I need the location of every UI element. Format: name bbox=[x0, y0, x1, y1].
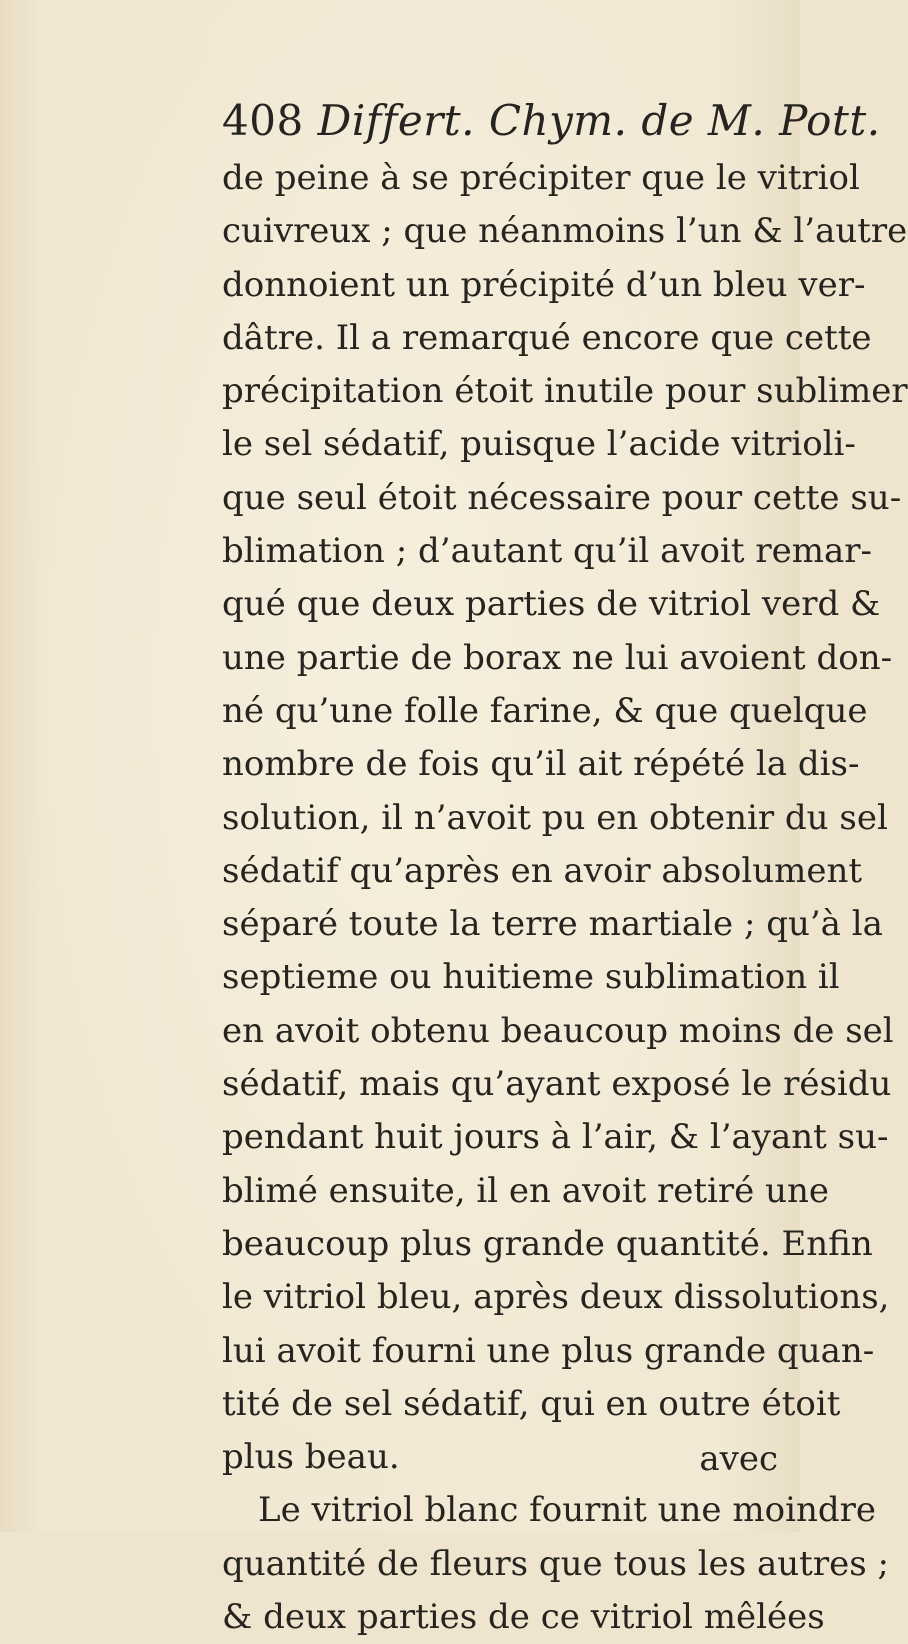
text-line: blimé ensuite, il en avoit retiré une bbox=[222, 1170, 830, 1211]
text-line: lui avoit fourni une plus grande quan- bbox=[222, 1330, 875, 1371]
text-line: précipitation étoit inutile pour sublimer bbox=[222, 371, 908, 412]
text-line: le sel sédatif, puisque l’acide vitrioli- bbox=[222, 424, 856, 465]
catchword: avec bbox=[699, 1439, 778, 1479]
text-line: nombre de fois qu’il ait répété la dis- bbox=[222, 744, 860, 785]
text-line: que seul étoit nécessaire pour cette su- bbox=[222, 477, 902, 518]
running-head bbox=[222, 96, 881, 145]
text-line: cuivreux ; que néanmoins l’un & l’autre bbox=[222, 211, 908, 252]
text-line: né qu’une folle farine, & que quelque bbox=[222, 690, 868, 731]
text-line: tité de sel sédatif, qui en outre étoit bbox=[222, 1383, 841, 1424]
text-line: beaucoup plus grande quantité. Enfin bbox=[222, 1223, 873, 1264]
text-line: septieme ou huitieme sublimation il bbox=[222, 957, 840, 998]
text-line: sédatif, mais qu’ayant exposé le résidu bbox=[222, 1064, 892, 1105]
text-line: plus beau. bbox=[222, 1437, 400, 1478]
text-line: Le vitriol blanc fournit une moindre bbox=[258, 1490, 876, 1531]
text-line: qué que deux parties de vitriol verd & bbox=[222, 584, 881, 625]
text-line: solution, il n’avoit pu en obtenir du sel bbox=[222, 797, 888, 838]
text-line: une partie de borax ne lui avoient don- bbox=[222, 637, 893, 678]
text-line: quantité de fleurs que tous les autres ; bbox=[222, 1543, 889, 1584]
text-line: dâtre. Il a remarqué encore que cette bbox=[222, 317, 872, 358]
text-line: en avoit obtenu beaucoup moins de sel bbox=[222, 1010, 894, 1051]
text-line: le vitriol bleu, après deux dissolutions, bbox=[222, 1277, 890, 1318]
text-line: sédatif qu’après en avoir absolument bbox=[222, 850, 863, 891]
text-line: & deux parties de ce vitriol mêlées bbox=[222, 1597, 825, 1638]
text-line: pendant huit jours à l’air, & l’ayant su- bbox=[222, 1117, 889, 1158]
running-title: Differt. Chym. de M. Pott. bbox=[317, 96, 881, 145]
page-number: 408 bbox=[222, 96, 304, 145]
text-line: de peine à se précipiter que le vitriol bbox=[222, 158, 860, 198]
text-line: donnoient un précipité d’un bleu ver- bbox=[222, 264, 866, 305]
body-text bbox=[222, 152, 908, 1644]
text-line: blimation ; d’autant qu’il avoit remar- bbox=[222, 531, 872, 572]
text-line: séparé toute la terre martiale ; qu’à la bbox=[222, 904, 883, 945]
